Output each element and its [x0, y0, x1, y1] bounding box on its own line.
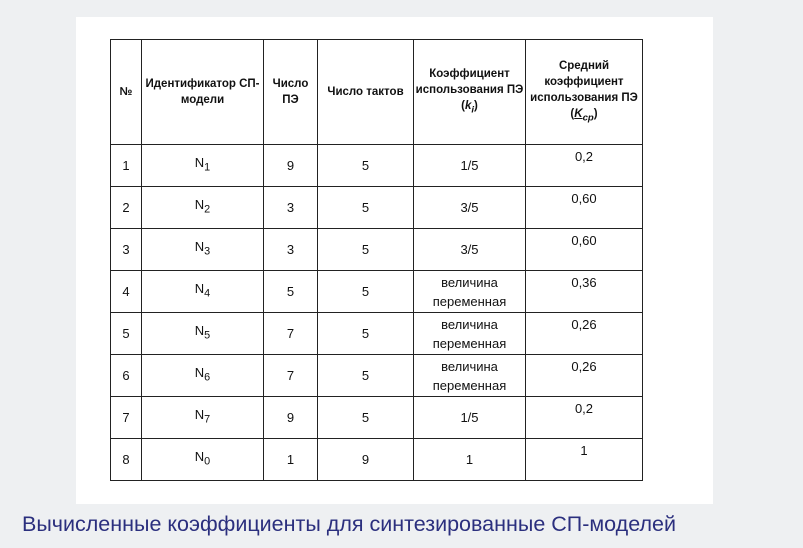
cell-model-id — [142, 187, 264, 229]
cell-utilization-coef: 1/5 — [414, 145, 526, 187]
model-id-sub: 1 — [204, 161, 211, 174]
cell-pe-count: 1 — [264, 439, 318, 481]
cell-ticks: 5 — [318, 397, 414, 439]
cell-utilization-coef: 3/5 — [414, 229, 526, 271]
cell-avg-coef: 0,2 — [526, 397, 643, 439]
table-row — [111, 145, 643, 187]
cell-pe-count: 7 — [264, 313, 318, 355]
header-coef-label: Коэффициент использования ПЭ ( — [415, 67, 524, 112]
cell-model-id — [142, 313, 264, 355]
table-header-row — [111, 40, 643, 145]
model-id-sub: 2 — [204, 203, 211, 216]
model-id-sub: 0 — [204, 455, 211, 468]
cell-utilization-coef: величина переменная — [414, 271, 526, 313]
model-id-base: N — [194, 323, 205, 339]
document-sheet — [76, 17, 713, 504]
table-row — [111, 397, 643, 439]
cell-model-id — [142, 145, 264, 187]
cell-utilization-coef: 1/5 — [414, 397, 526, 439]
cell-pe-count: 9 — [264, 397, 318, 439]
header-model-id: Идентификатор СП-модели — [142, 40, 264, 145]
cell-avg-coef: 1 — [526, 439, 643, 481]
header-ticks: Число тактов — [318, 40, 414, 145]
cell-model-id — [142, 397, 264, 439]
cell-avg-coef: 0,60 — [526, 229, 643, 271]
cell-ticks: 5 — [318, 229, 414, 271]
table-row — [111, 313, 643, 355]
model-id-base: N — [194, 197, 205, 213]
cell-avg-coef: 0,36 — [526, 271, 643, 313]
header-utilization-coef — [414, 40, 526, 145]
model-id-base: N — [194, 281, 205, 297]
model-id-sub: 6 — [204, 371, 211, 384]
cell-utilization-coef: 1 — [414, 439, 526, 481]
cell-ticks: 5 — [318, 271, 414, 313]
header-avg-coef — [526, 40, 643, 145]
cell-utilization-coef: величина переменная — [414, 355, 526, 397]
header-num: № — [111, 40, 142, 145]
model-id-base: N — [194, 407, 205, 423]
model-id-sub: 7 — [204, 413, 211, 426]
cell-pe-count: 9 — [264, 145, 318, 187]
cell-avg-coef: 0,2 — [526, 145, 643, 187]
header-avg-label: Средний коэффициент использования ПЭ ( — [530, 59, 638, 120]
table-row — [111, 229, 643, 271]
cell-pe-count: 3 — [264, 187, 318, 229]
header-avg-var: K — [574, 107, 583, 120]
table-row — [111, 271, 643, 313]
cell-utilization-coef: величина переменная — [414, 313, 526, 355]
model-id-base: N — [194, 239, 205, 255]
cell-model-id — [142, 355, 264, 397]
cell-ticks: 5 — [318, 313, 414, 355]
cell-num: 8 — [111, 439, 142, 481]
table-row — [111, 187, 643, 229]
cell-pe-count: 5 — [264, 271, 318, 313]
cell-model-id — [142, 271, 264, 313]
model-id-base: N — [194, 155, 205, 171]
table-row — [111, 439, 643, 481]
cell-ticks: 5 — [318, 187, 414, 229]
cell-ticks: 5 — [318, 145, 414, 187]
header-coef-close: ) — [474, 99, 478, 112]
cell-avg-coef: 0,26 — [526, 313, 643, 355]
cell-num: 5 — [111, 313, 142, 355]
cell-avg-coef: 0,26 — [526, 355, 643, 397]
cell-num: 6 — [111, 355, 142, 397]
cell-pe-count: 3 — [264, 229, 318, 271]
cell-num: 4 — [111, 271, 142, 313]
cell-model-id — [142, 439, 264, 481]
cell-model-id — [142, 229, 264, 271]
cell-ticks: 5 — [318, 355, 414, 397]
coefficients-table — [110, 39, 643, 481]
cell-num: 7 — [111, 397, 142, 439]
cell-utilization-coef: 3/5 — [414, 187, 526, 229]
cell-pe-count: 7 — [264, 355, 318, 397]
cell-num: 3 — [111, 229, 142, 271]
model-id-sub: 5 — [204, 329, 211, 342]
header-avg-sub: ср — [582, 112, 594, 124]
table-row — [111, 355, 643, 397]
header-coef-sub: i — [471, 104, 475, 116]
header-avg-close: ) — [593, 107, 598, 120]
model-id-base: N — [194, 365, 205, 381]
header-coef-var: k — [464, 99, 472, 112]
cell-ticks: 9 — [318, 439, 414, 481]
model-id-sub: 3 — [204, 245, 211, 258]
slide-caption: Вычисленные коэффициенты для синтезированные СП-моделей — [22, 512, 676, 536]
cell-num: 2 — [111, 187, 142, 229]
model-id-base: N — [194, 449, 205, 465]
cell-num: 1 — [111, 145, 142, 187]
cell-avg-coef: 0,60 — [526, 187, 643, 229]
header-pe-count: Число ПЭ — [264, 40, 318, 145]
model-id-sub: 4 — [204, 287, 211, 300]
